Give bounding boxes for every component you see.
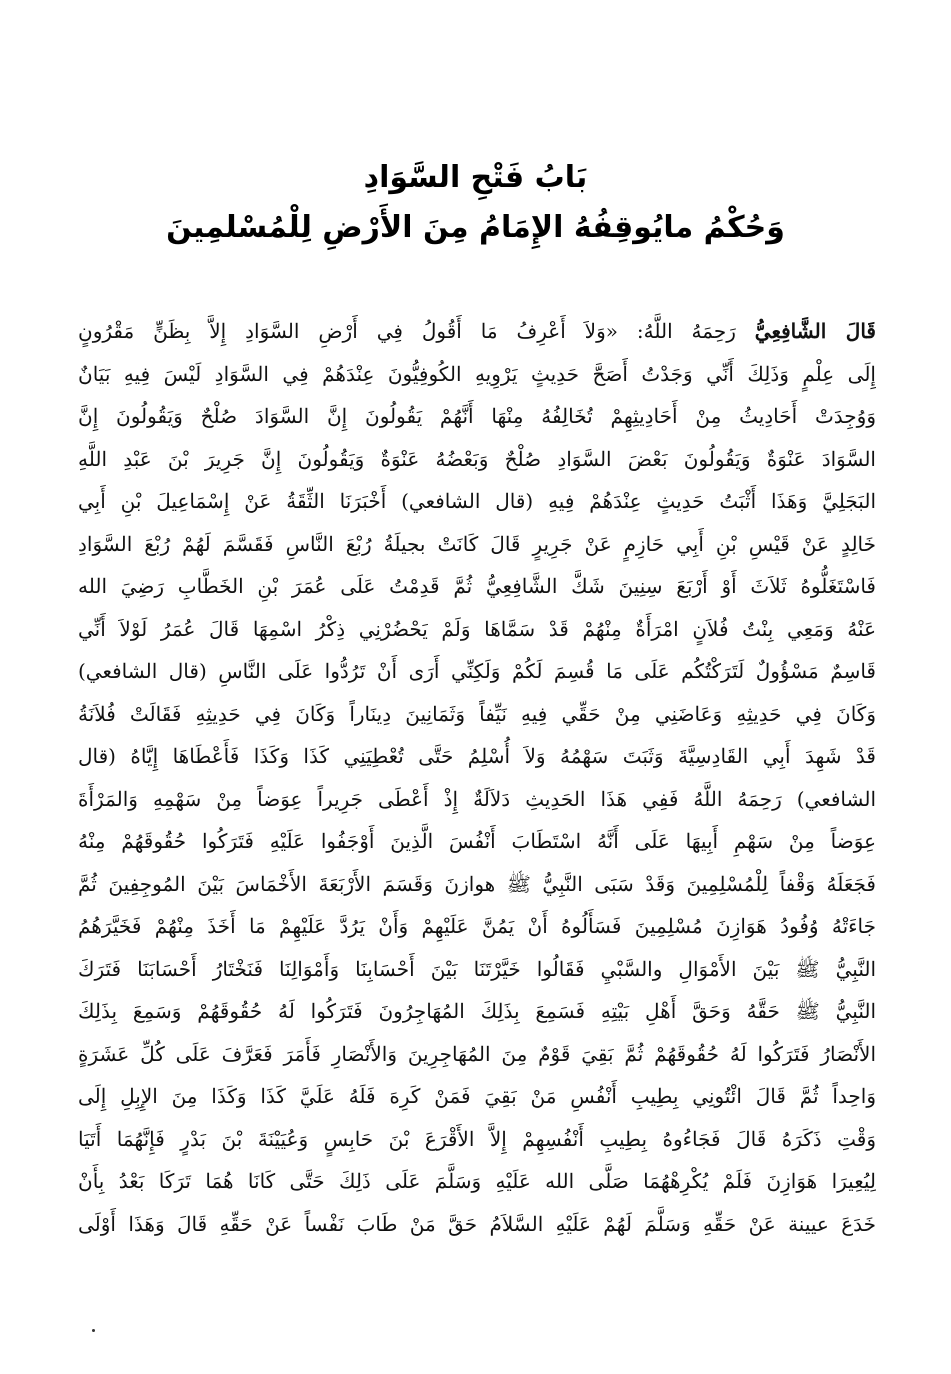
text-line-7: فَاسْتَغَلُّوهُ ثَلاَثَ أَوْ أَرْبَعَ سِنِينَ شَكَّ الشَّافِعِيُّ ثُمَّ قَدِمْتُ عَلَى عُمَرَ بْنِ الخَطَّابِ رَضِيَ الله	[78, 574, 876, 598]
text-line-20: وَقْتِ ذَكَرَهُ قَالَ فَجَاءُوهُ بِطِيبِ أَنْفُسِهِمْ إِلاَّ الأَقْرَعَ بْنَ حَابِسٍ وَعُيَيْنَةَ بْنَ بَدْرٍ فَإِنَّهُمَا أَتَيَا	[78, 1126, 876, 1151]
text-line-12: الشافعي) رَحِمَهُ اللَّهُ فَفِي هَذَا الحَدِيثِ دَلاَلَةٌ إِذْ أَعْطَى جَرِيراً عِوَضاً مِنْ سَهْمِهِ وَالمَرْأَةَ	[78, 786, 876, 811]
text-line-18: الأَنْصَارُ فَتَرَكُوا لَهُ حُقُوقَهُمْ ثُمَّ بَقِيَ قَوْمٌ مِنَ المُهَاجِرِينَ وَالأَنْصَارِ فَأَمَرَ فَعَرَّفَ عَلَى كُلِّ عَشَرَةٍ	[78, 1041, 876, 1066]
text-line-8: عَنْهُ وَمَعِي بِنْتُ فُلاَنٍ امْرَأَةٌ مِنْهُمْ قَدْ سَمَّاهَا وَلَمْ يَحْضُرْنِي ذِكْرُ اسْمِهَا قَالَ عُمَرُ لَوْلاَ أَنِّي	[78, 616, 876, 641]
text-line-22: خَدَعَ عيينة عَنْ حَقِّهِ وَسَلَّمَ لَهُمْ عَلَيْهِ السَّلاَمُ حَقَّ مَنْ طَابَ نَفْساً عَنْ حَقِّهِ قَالَ وَهَذَا أَوْلَى	[78, 1211, 876, 1236]
text-line-11: قَدْ شَهِدَ أَبِي القَادِسِيَّةَ وَثَبَتَ سَهْمُهُ وَلاَ أُسْلِمُ حَتَّى تُعْطِيَنِي كَذَا وَكَذَا فَأَعْطَاهَا إِيَّاهُ (قال	[78, 744, 876, 768]
text-line-2: إِلَى عِلْمٍ وَذَلِكَ أَنِّي وَجَدْتُ أَصَحَّ حَدِيثٍ يَرْوِيهِ الكُوفِيُّونَ عِنْدَهُمْ فِي السَّوَادِ لَيْسَ فِيهِ بَيَانٌ	[78, 361, 876, 386]
speaker-name: قَالَ الشَّافِعِيُّ	[754, 319, 876, 343]
text-line-5: البَجَلِيَّ وَهَذَا أَثْبَتُ حَدِيثٍ عِنْدَهُمْ فِيهِ (قال الشافعي) أَخْبَرَنَا الثِّقَةُ عَنْ إِسْمَاعِيلَ بْنِ أَبِي	[78, 489, 876, 513]
text-line-14: فَجَعَلَهُ وَقْفاً لِلْمُسْلِمِينَ وَقَدْ سَبَى النَّبِيُّ ﷺ هوازنَ وَقَسَمَ الأَرْبَعَةَ الأَخْمَاسَ بَيْنَ المُوجِفِينَ ثُمَّ	[78, 871, 876, 896]
text-line-1: قَالَ الشَّافِعِيُّ رَحِمَهُ اللَّهُ: «وَلاَ أَعْرِفُ مَا أَقُولُ فِي أَرْضِ السَّوَادِ إِلاَّ بِظَنٍّ مَقْرُونٍ	[78, 319, 876, 343]
text-line-9: قَاسِمٌ مَسْؤُولٌ لَتَرَكْتُكُم عَلَى مَا قُسِمَ لَكُمْ وَلَكِنِّي أَرَى أَنْ تَرُدُّوا عَلَى النَّاسِ (قال الشافعي)	[78, 659, 876, 683]
text-line-6: خَالِدٍ عَنْ قَيْسِ بْنِ أَبِي حَازِمٍ عَنْ جَرِيرٍ قَالَ كَانَتْ بجيلَةُ رُبْعَ النَّاسِ فَقَسَّمَ لَهُمْ رُبْعَ السَّوَادِ	[78, 531, 876, 556]
text-line-4: السَّوَادَ عَنْوَةٌ وَيَقُولُونَ بَعْضَ السَّوَادِ صُلْحٌ وَبَعْضُهُ عَنْوَةٌ وَيَقُولُونَ إِنَّ جَرِيرَ بْنَ عَبْدِ اللَّهِ	[78, 446, 876, 471]
text-line-15: جَاءَتْهُ وُفُودُ هَوَازِنَ مُسْلِمِينَ فَسَأَلُوهُ أَنْ يَمُنَّ عَلَيْهِمْ وَأَنْ يَرُدَّ عَلَيْهِمْ مَا أَخَذَ مِنْهُمْ فَخَيَّرَهُمُ	[78, 914, 876, 938]
text-line-16: النَّبِيُّ ﷺ بَيْنَ الأَمْوَالِ والسَّبْيِ فَقَالُوا خَيَّرْتَنَا بَيْنَ أَحْسَابِنَا وَأَمْوَالِنَا فَنَخْتَارُ أَحْسَابَنَا فَتَرَكَ	[78, 956, 876, 981]
text-line-21: لِيُعِيرَا هَوَازِنَ فَلَمْ يُكْرِهْهُمَا صَلَّى الله عَلَيْهِ وَسَلَّمَ عَلَى ذَلِكَ حَتَّى كَانَا هُمَا تَرَكَا بَعْدُ بِأَنْ	[78, 1169, 876, 1193]
text-line-3: وَوُجِدَتْ أَحَادِيثُ مِنْ أَحَادِيثِهِمْ تُخَالِفُهُ مِنْهَا أَنَّهُمْ يَقُولُونَ إِنَّ السَّوَادَ صُلْحٌ وَيَقُولُونَ إِنَّ	[78, 404, 876, 428]
chapter-subtitle: وَحُكْمُ مايُوقِفُهُ الإِمَامُ مِنَ الأَرْضِ لِلْمُسْلمِينَ	[166, 210, 785, 245]
body-text	[78, 310, 876, 1245]
text-line-13: عِوَضاً مِنْ سَهْمِ أَبِيهَا عَلَى أَنَّهُ اسْتَطَابَ أَنْفُسَ الَّذِينَ أَوْجَفُوا عَلَيْهِ فَتَرَكُوا حُقُوقَهُمْ مِنْهُ	[78, 829, 876, 853]
text-line-19: وَاحِداً ثُمَّ قَالَ ائْتُونِي بِطِيبِ أَنْفُسِ مَنْ بَقِيَ فَمَنْ كَرِهَ فَلَهُ عَلَيَّ كَذَا وَكَذَا مِنَ الإِبِلِ إِلَى	[78, 1084, 876, 1108]
scan-speck	[92, 1329, 95, 1332]
chapter-title: بَابُ فَتْحِ السَّوَادِ	[363, 160, 588, 195]
text-line-10: وَكَانَ فِي حَدِيثِهِ وَعَاضَنِي مِنْ حَقِّي فِيهِ نَيِّفاً وَثَمَانِينَ دِينَاراً وَكَانَ فِي حَدِيثِهِ فَقَالَتْ فُلاَنَةُ	[78, 701, 876, 726]
text-line-17: النَّبِيُّ ﷺ حَقَّهُ وَحَقَّ أَهْلِ بَيْتِهِ فَسَمِعَ بِذَلِكَ المُهَاجِرُونَ فَتَرَكُوا لَهُ حُقُوقَهُمْ وَسَمِعَ بِذَلِكَ	[78, 999, 876, 1023]
